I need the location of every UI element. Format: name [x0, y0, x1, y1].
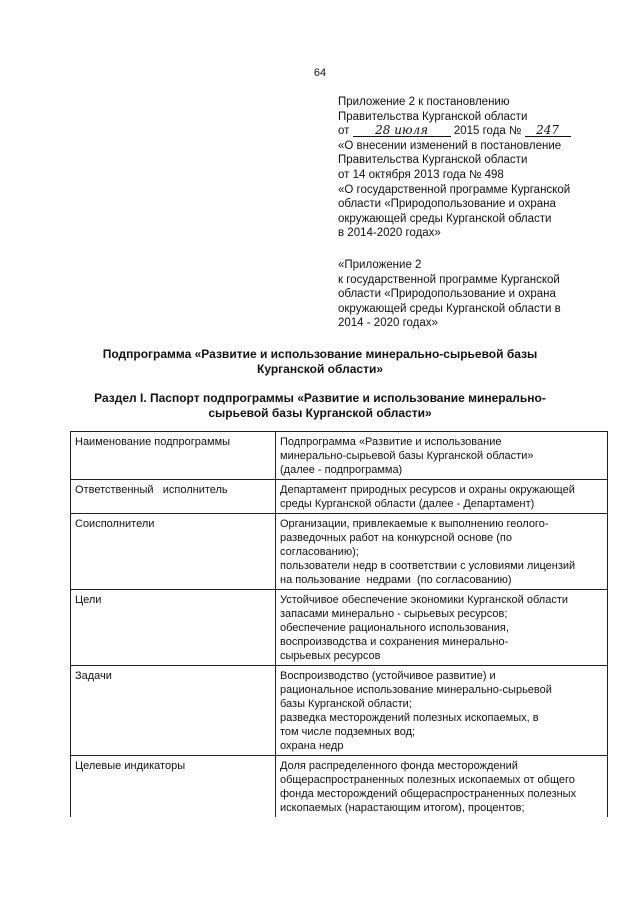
row-value — [276, 432, 608, 480]
row-value-line: воспроизводства и сохранения минерально- — [280, 636, 509, 648]
row-value-line: фонда месторождений общераспространенных полезных — [280, 788, 577, 800]
row-value — [276, 756, 608, 818]
row-value-line: среды Курганской области (далее - Департамент) — [280, 498, 535, 510]
handwritten-number: 247 — [525, 124, 571, 137]
row-label-text: Задачи — [75, 670, 112, 682]
row-value-line: общераспространенных полезных ископаемых от общего — [280, 774, 575, 786]
row-value-line: Доля распределенного фонда месторождений — [280, 760, 518, 772]
annex-line: области «Природопользование и охрана — [338, 198, 556, 211]
section-title-line: сырьевой базы Курганской области» — [208, 406, 432, 420]
row-label-text: Соисполнители — [75, 518, 155, 530]
row-label-text: Наименование подпрограммы — [75, 436, 231, 448]
row-value-line: Департамент природных ресурсов и охраны окружающей — [280, 484, 575, 496]
passport-table — [70, 431, 608, 817]
annex2-line: к государственной программе Курганской — [338, 273, 560, 286]
row-value-line: разведка месторождений полезных ископаемых, в — [280, 712, 539, 724]
annex2-line: окружающей среды Курганской области в — [338, 302, 561, 315]
table-row — [71, 480, 608, 514]
row-label — [71, 756, 276, 818]
row-value-line: Устойчивое обеспечение экономики Курганской области — [280, 594, 569, 606]
row-value — [276, 514, 608, 590]
annex-line: «О государственной программе Курганской — [338, 183, 571, 196]
row-value-line: ископаемых (нарастающим итогом), процентов; — [280, 802, 525, 814]
row-value-line: пользователи недр в соответствии с условиями лицензий — [280, 560, 576, 572]
row-label — [71, 432, 276, 480]
row-value-line: сырьевых ресурсов — [280, 650, 381, 662]
row-label-text: Ответственный исполнитель — [75, 484, 228, 496]
row-label-text: Целевые индикаторы — [75, 760, 186, 772]
row-value-line: базы Курганской области; — [280, 698, 412, 710]
annex-line: Правительства Курганской области — [338, 154, 528, 167]
row-value — [276, 590, 608, 666]
table-row — [71, 590, 608, 666]
year-text: 2015 года № — [453, 125, 522, 138]
row-label-text: Цели — [75, 594, 102, 606]
annex-line: Правительства Курганской области — [338, 110, 528, 123]
row-value-line: на пользование недрами (по согласованию) — [280, 574, 512, 586]
row-value-line: Воспроизводство (устойчивое развитие) и — [280, 670, 496, 682]
row-label — [71, 590, 276, 666]
annex-block — [338, 95, 618, 241]
handwritten-date: 28 июля — [353, 124, 451, 137]
row-value-line: (далее - подпрограмма) — [280, 464, 403, 476]
annex-line: Приложение 2 к постановлению — [338, 96, 510, 108]
date-prefix: от — [338, 125, 350, 138]
row-value-line: минерально-сырьевой базы Курганской области» — [280, 450, 534, 462]
subprogram-title-line: Подпрограмма «Развитие и использование минерально-сырьевой базы — [102, 347, 538, 361]
row-value-line: согласованию); — [280, 546, 359, 558]
annex-line: в 2014-2020 годах» — [338, 227, 441, 240]
row-value-line: охрана недр — [280, 740, 344, 752]
row-value-line: запасами минерально - сырьевых ресурсов; — [280, 608, 508, 620]
table-row — [71, 514, 608, 590]
row-value-line: Подпрограмма «Развитие и использование — [280, 436, 502, 448]
row-label — [71, 514, 276, 590]
row-value-line: разведочных работ на конкурсной основе (по — [280, 532, 512, 544]
row-value — [276, 480, 608, 514]
annex2-block — [338, 258, 618, 331]
row-value-line: Организации, привлекаемые к выполнению геолого- — [280, 518, 549, 530]
table-row — [71, 432, 608, 480]
annex-line: от 14 октября 2013 года № 498 — [338, 168, 504, 181]
subprogram-title-line: Курганской области» — [257, 362, 383, 376]
page-number: 64 — [313, 67, 327, 79]
row-label — [71, 666, 276, 756]
row-label — [71, 480, 276, 514]
subprogram-title — [0, 347, 640, 377]
row-value-line: обеспечение рационального использования, — [280, 622, 509, 634]
section-title-line: Раздел I. Паспорт подпрограммы «Развитие и использование минерально- — [94, 391, 546, 405]
table-row — [71, 666, 608, 756]
annex-line: «О внесении изменений в постановление — [338, 139, 562, 152]
row-value-line: том числе подземных вод; — [280, 726, 416, 738]
row-value-line: рациональное использование минерально-сырьевой — [280, 684, 552, 696]
annex2-line: области «Природопользование и охрана — [338, 288, 556, 301]
table-row — [71, 756, 608, 818]
row-value — [276, 666, 608, 756]
annex-date-line — [338, 124, 618, 139]
section-title — [0, 391, 640, 421]
annex-line: окружающей среды Курганской области — [338, 212, 552, 225]
annex2-line: 2014 - 2020 годах» — [338, 317, 438, 330]
annex2-line: «Приложение 2 — [338, 259, 422, 271]
